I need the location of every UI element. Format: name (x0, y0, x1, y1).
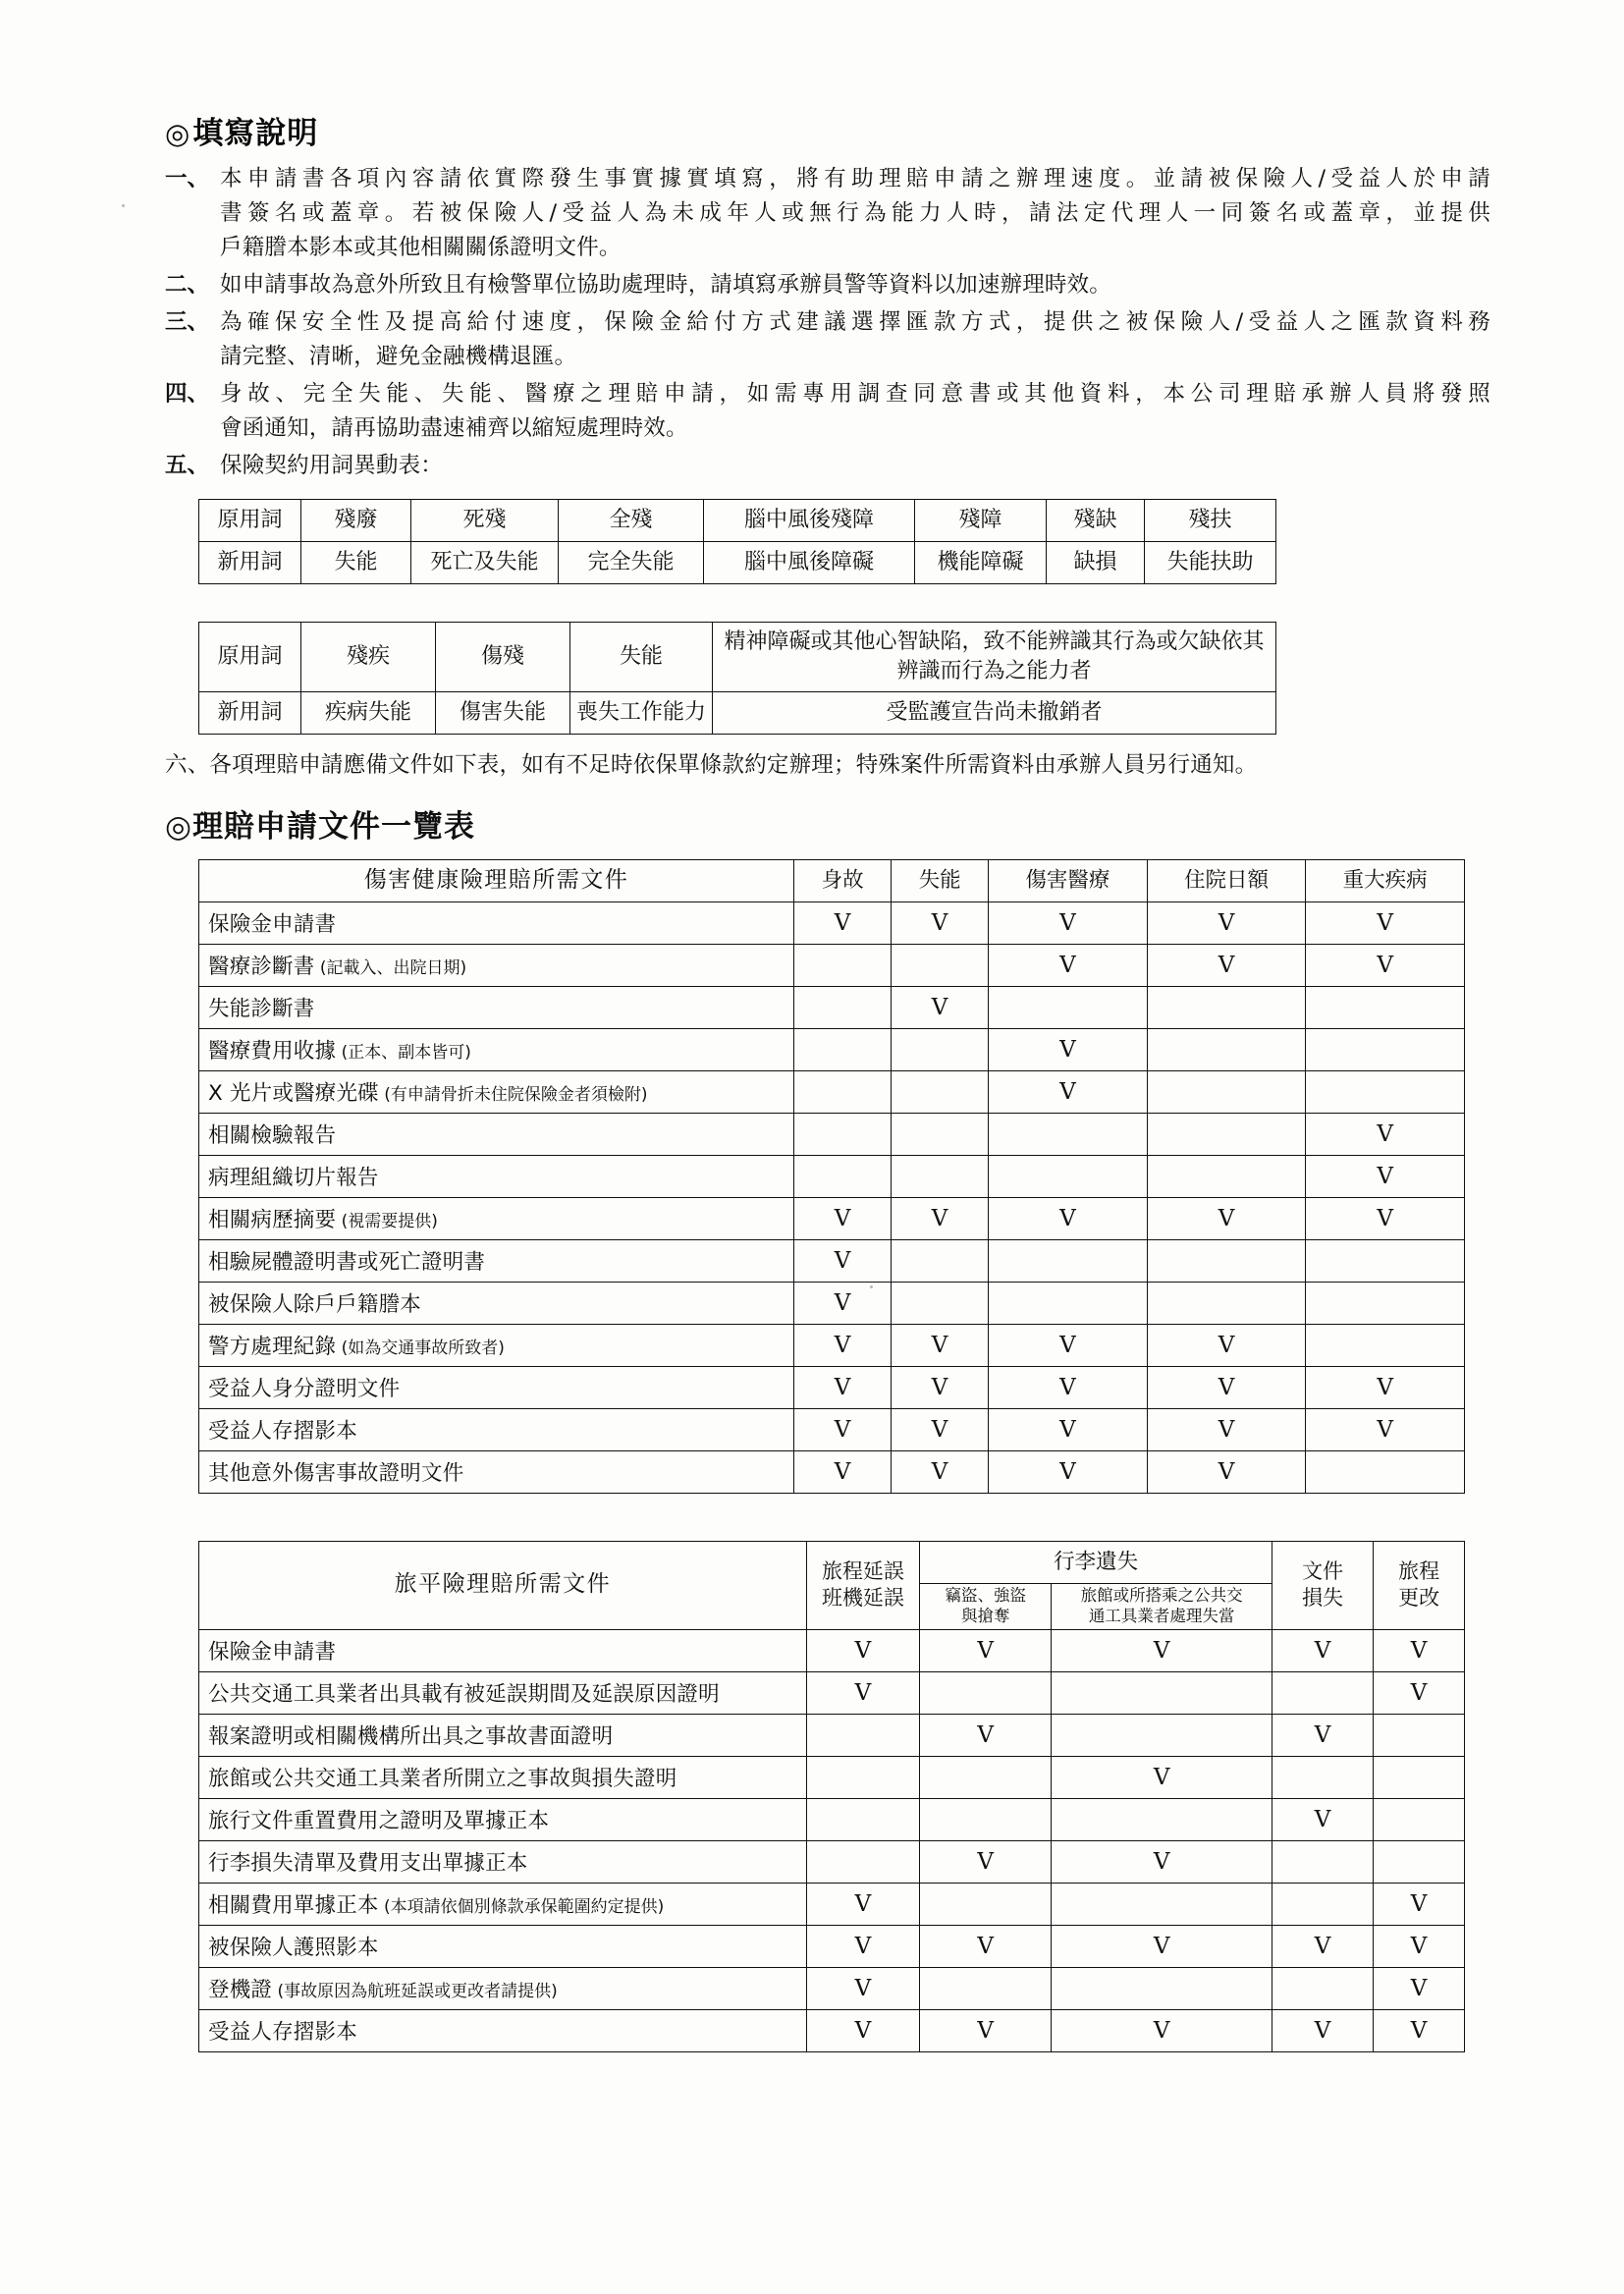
health-table-body (199, 901, 1465, 1493)
document-content (165, 116, 1490, 2052)
row-label-new: 新用詞 (199, 691, 301, 734)
column-header-theft-robbery-text: 竊盜、強盜 與搶奪 (945, 1585, 1026, 1625)
checkmark-cell: V (1147, 1324, 1306, 1366)
terminology-change-table-2 (198, 622, 1276, 734)
table-row (199, 1070, 1465, 1113)
document-name-note: (有申請骨折未住院保險金者須檢附) (378, 1085, 648, 1106)
empty-cell (806, 1756, 919, 1798)
column-header-document-loss-text: 文件 損失 (1302, 1558, 1344, 1611)
checkmark-cell: V (1052, 2009, 1272, 2051)
table-row (199, 1324, 1465, 1366)
instructions-list (165, 162, 1490, 483)
column-header-baggage-loss-group: 行李遺失 (920, 1541, 1272, 1583)
checkmark-cell: V (892, 986, 989, 1028)
new-term: 機能障礙 (915, 542, 1047, 584)
table-row (199, 691, 1276, 734)
checkmark-cell: V (794, 901, 892, 944)
travel-table-body (199, 1629, 1465, 2051)
empty-cell (1147, 1028, 1306, 1070)
checkmark-cell: V (806, 1629, 919, 1671)
empty-cell (1147, 1070, 1306, 1113)
empty-cell (920, 1756, 1052, 1798)
empty-cell (794, 1028, 892, 1070)
checkmark-cell: V (920, 1925, 1052, 1967)
table-row (199, 500, 1276, 542)
empty-cell (1306, 1450, 1465, 1493)
checkmark-cell: V (794, 1324, 892, 1366)
instruction-line: 如申請事故為意外所致且有檢警單位協助處理時，請填寫承辦員警等資料以加速辦理時效。 (220, 272, 1112, 299)
instruction-item-2 (165, 268, 1490, 302)
checkmark-cell: V (1306, 1408, 1465, 1450)
fill-instructions-heading (165, 116, 1490, 152)
document-name-note: (記載入、出院日期) (314, 958, 467, 979)
instruction-line: 保險契約用詞異動表： (220, 453, 444, 479)
table-row (199, 1239, 1465, 1282)
document-name-cell: 保險金申請書 (199, 901, 794, 944)
checkmark-cell: V (920, 1629, 1052, 1671)
empty-cell (1147, 986, 1306, 1028)
document-name-cell: 旅行文件重置費用之證明及單據正本 (199, 1798, 807, 1840)
table-header-row-top (199, 1541, 1465, 1583)
table-row (199, 901, 1465, 944)
checkmark-cell: V (794, 1366, 892, 1408)
checkmark-cell: V (1272, 1925, 1374, 1967)
checkmark-cell: V (1147, 944, 1306, 986)
checkmark-cell: V (1052, 1925, 1272, 1967)
checkmark-cell: V (1052, 1629, 1272, 1671)
empty-cell (1052, 1714, 1272, 1756)
checkmark-cell: V (1272, 1798, 1374, 1840)
instruction-number: 五、 (165, 453, 210, 479)
column-header-hospital-daily: 住院日額 (1147, 859, 1306, 901)
empty-cell (1306, 1282, 1465, 1324)
checkmark-cell: V (794, 1282, 892, 1324)
old-term: 腦中風後殘障 (704, 500, 915, 542)
health-accident-documents-table (198, 859, 1465, 1494)
checkmark-cell: V (892, 1408, 989, 1450)
empty-cell (989, 1113, 1148, 1155)
empty-cell (989, 986, 1148, 1028)
empty-cell (1052, 1967, 1272, 2009)
checkmark-cell: V (794, 1197, 892, 1239)
column-header-itinerary-change-text: 旅程 更改 (1398, 1558, 1440, 1611)
checkmark-cell: V (806, 1925, 919, 1967)
document-name-cell: 其他意外傷害事故證明文件 (199, 1450, 794, 1493)
claim-documents-heading (165, 801, 1490, 846)
table-row (199, 1798, 1465, 1840)
table-row (199, 1155, 1465, 1197)
document-name-cell: 失能診斷書 (199, 986, 794, 1028)
table-row (199, 1366, 1465, 1408)
instruction-text (220, 162, 1490, 265)
checkmark-cell: V (1147, 1450, 1306, 1493)
empty-cell (1374, 1840, 1465, 1883)
old-term: 殘疾 (301, 623, 436, 691)
old-term: 失能 (570, 623, 713, 691)
document-name-cell: 相關檢驗報告 (199, 1113, 794, 1155)
row-label-old: 原用詞 (199, 500, 301, 542)
old-term: 殘缺 (1047, 500, 1145, 542)
table-gap (165, 584, 1490, 606)
checkmark-cell: V (1272, 2009, 1374, 2051)
empty-cell (989, 1282, 1148, 1324)
column-header-carrier-mishandling-text: 旅館或所搭乘之公共交 通工具業者處理失當 (1080, 1585, 1243, 1625)
checkmark-cell: V (1272, 1714, 1374, 1756)
empty-cell (892, 1239, 989, 1282)
empty-cell (806, 1798, 919, 1840)
table-row (199, 1113, 1465, 1155)
checkmark-cell: V (1306, 1113, 1465, 1155)
table-row (199, 1925, 1465, 1967)
table-row (199, 1028, 1465, 1070)
checkmark-cell: V (1272, 1629, 1374, 1671)
old-term: 傷殘 (436, 623, 570, 691)
empty-cell (1374, 1756, 1465, 1798)
instruction-number: 二、 (165, 272, 210, 299)
checkmark-cell: V (1147, 1366, 1306, 1408)
old-term: 殘障 (915, 500, 1047, 542)
column-header-theft-robbery (920, 1583, 1052, 1629)
checkmark-cell: V (989, 1028, 1148, 1070)
checkmark-cell: V (989, 1324, 1148, 1366)
column-header-death: 身故 (794, 859, 892, 901)
empty-cell (1306, 1239, 1465, 1282)
checkmark-cell: V (1306, 1197, 1465, 1239)
table-row (199, 1408, 1465, 1450)
document-name-cell: 醫療診斷書 (記載入、出院日期) (199, 944, 794, 986)
instruction-text (220, 377, 1490, 446)
checkmark-cell: V (1374, 1883, 1465, 1925)
instruction-item-4 (165, 377, 1490, 446)
claim-documents-heading-text: 理賠申請文件一覽表 (192, 808, 476, 845)
empty-cell (1272, 1756, 1374, 1798)
table-row (199, 1282, 1465, 1324)
new-term-long: 受監護宣告尚未撤銷者 (713, 691, 1276, 734)
table-row (199, 1197, 1465, 1239)
empty-cell (1374, 1798, 1465, 1840)
empty-cell (794, 1155, 892, 1197)
table-row (199, 986, 1465, 1028)
document-name-note: (本項請依個別條款承保範圍約定提供) (378, 1897, 665, 1918)
checkmark-cell: V (1147, 1197, 1306, 1239)
column-header-itinerary-change (1374, 1541, 1465, 1629)
document-name-cell: 病理組織切片報告 (199, 1155, 794, 1197)
empty-cell (1272, 1967, 1374, 2009)
empty-cell (1052, 1798, 1272, 1840)
document-name-note: (正本、副本皆可) (336, 1043, 471, 1064)
instruction-item-6: 六、各項理賠申請應備文件如下表，如有不足時依保單條款約定辦理；特殊案件所需資料由承辦人員另行通知。 (165, 751, 1258, 778)
old-term-long: 精神障礙或其他心智缺陷，致不能辨識其行為或欠缺依其辨識而行為之能力者 (713, 623, 1276, 691)
empty-cell (806, 1840, 919, 1883)
empty-cell (1306, 1324, 1465, 1366)
document-name-cell: 相驗屍體證明書或死亡證明書 (199, 1239, 794, 1282)
checkmark-cell: V (989, 1408, 1148, 1450)
ring-bullet-icon: ◎ (165, 808, 193, 845)
document-name-cell: 受益人存摺影本 (199, 2009, 807, 2051)
scan-speck (122, 204, 125, 207)
document-name-cell: 醫療費用收據 (正本、副本皆可) (199, 1028, 794, 1070)
checkmark-cell: V (989, 1197, 1148, 1239)
empty-cell (1147, 1155, 1306, 1197)
empty-cell (920, 1671, 1052, 1714)
column-header-critical-illness: 重大疾病 (1306, 859, 1465, 901)
fill-instructions-heading-text: 填寫說明 (192, 116, 319, 151)
empty-cell (892, 1028, 989, 1070)
new-term: 腦中風後障礙 (704, 542, 915, 584)
instruction-line: 戶籍謄本影本或其他相關關係證明文件。 (220, 235, 622, 261)
table-row (199, 1671, 1465, 1714)
checkmark-cell: V (892, 1324, 989, 1366)
checkmark-cell: V (920, 2009, 1052, 2051)
document-name-cell: 被保險人除戶戶籍謄本 (199, 1282, 794, 1324)
column-header-document-name: 傷害健康險理賠所需文件 (199, 859, 794, 901)
column-header-accident-medical: 傷害醫療 (989, 859, 1148, 901)
empty-cell (794, 944, 892, 986)
checkmark-cell: V (806, 1967, 919, 2009)
document-name-cell: 行李損失清單及費用支出單據正本 (199, 1840, 807, 1883)
checkmark-cell: V (920, 1840, 1052, 1883)
empty-cell (892, 1155, 989, 1197)
document-name-note: (事故原因為航班延誤或更改者請提供) (272, 1982, 558, 2002)
checkmark-cell: V (1374, 1671, 1465, 1714)
empty-cell (1272, 1840, 1374, 1883)
document-name-note: (如為交通事故所致者) (336, 1338, 505, 1359)
checkmark-cell: V (1374, 1967, 1465, 2009)
document-name-cell: 登機證 (事故原因為航班延誤或更改者請提供) (199, 1967, 807, 2009)
table-row (199, 542, 1276, 584)
instruction-line: 請完整、清晰，避免金融機構退匯。 (220, 344, 577, 370)
terminology-change-table-1 (198, 499, 1276, 584)
checkmark-cell: V (1306, 944, 1465, 986)
new-term: 失能 (301, 542, 411, 584)
checkmark-cell: V (989, 1450, 1148, 1493)
table-gap (165, 1494, 1490, 1527)
document-name-cell: 警方處理紀錄 (如為交通事故所致者) (199, 1324, 794, 1366)
checkmark-cell: V (920, 1714, 1052, 1756)
instruction-number: 三、 (165, 309, 210, 336)
empty-cell (794, 1070, 892, 1113)
checkmark-cell: V (989, 901, 1148, 944)
checkmark-cell: V (806, 1883, 919, 1925)
empty-cell (892, 1282, 989, 1324)
table-row (199, 1450, 1465, 1493)
document-name-cell: 相關費用單據正本 (本項請依個別條款承保範圍約定提供) (199, 1883, 807, 1925)
checkmark-cell: V (989, 1366, 1148, 1408)
empty-cell (794, 986, 892, 1028)
table-row (199, 1756, 1465, 1798)
empty-cell (920, 1798, 1052, 1840)
instruction-line: 本申請書各項內容請依實際發生事實據實填寫，將有助理賠申請之辦理速度。並請被保險人/受益人於申請 (220, 166, 1490, 192)
checkmark-cell: V (989, 1070, 1148, 1113)
travel-insurance-documents-table (198, 1541, 1465, 2052)
instruction-text (220, 449, 1490, 483)
document-name-cell: 被保險人護照影本 (199, 1925, 807, 1967)
document-name-cell: X 光片或醫療光碟 (有申請骨折未住院保險金者須檢附) (199, 1070, 794, 1113)
document-name-cell: 受益人身分證明文件 (199, 1366, 794, 1408)
table-row (199, 2009, 1465, 2051)
column-header-disability: 失能 (892, 859, 989, 901)
row-label-old: 原用詞 (199, 623, 301, 691)
empty-cell (920, 1883, 1052, 1925)
checkmark-cell: V (1052, 1840, 1272, 1883)
empty-cell (1272, 1883, 1374, 1925)
checkmark-cell: V (794, 1239, 892, 1282)
empty-cell (1306, 986, 1465, 1028)
old-term: 殘廢 (301, 500, 411, 542)
table-row (199, 1840, 1465, 1883)
checkmark-cell: V (1306, 1155, 1465, 1197)
empty-cell (989, 1239, 1148, 1282)
instruction-line: 書簽名或蓋章。若被保險人/受益人為未成年人或無行為能力人時，請法定代理人一同簽名或蓋章，並提供 (220, 200, 1490, 227)
column-header-trip-delay-text: 旅程延誤 班機延誤 (821, 1558, 904, 1611)
row-label-new: 新用詞 (199, 542, 301, 584)
instruction-text (220, 268, 1490, 302)
new-term: 傷害失能 (436, 691, 570, 734)
checkmark-cell: V (892, 1366, 989, 1408)
old-term: 全殘 (559, 500, 704, 542)
empty-cell (892, 1113, 989, 1155)
document-name-cell: 旅館或公共交通工具業者所開立之事故與損失證明 (199, 1756, 807, 1798)
column-header-trip-delay (806, 1541, 919, 1629)
instruction-line: 身故、完全失能、失能、醫療之理賠申請，如需專用調查同意書或其他資料，本公司理賠承辦人員將發照 (220, 381, 1490, 408)
checkmark-cell: V (1374, 1925, 1465, 1967)
checkmark-cell: V (794, 1450, 892, 1493)
new-term: 疾病失能 (301, 691, 436, 734)
empty-cell (1052, 1883, 1272, 1925)
instruction-item-3 (165, 305, 1490, 374)
empty-cell (1374, 1714, 1465, 1756)
checkmark-cell: V (892, 1197, 989, 1239)
empty-cell (806, 1714, 919, 1756)
empty-cell (920, 1967, 1052, 2009)
document-name-cell: 保險金申請書 (199, 1629, 807, 1671)
checkmark-cell: V (892, 1450, 989, 1493)
table-row (199, 1967, 1465, 2009)
column-header-carrier-mishandling (1052, 1583, 1272, 1629)
checkmark-cell: V (989, 944, 1148, 986)
new-term: 完全失能 (559, 542, 704, 584)
empty-cell (892, 944, 989, 986)
empty-cell (1147, 1282, 1306, 1324)
document-name-cell: 受益人存摺影本 (199, 1408, 794, 1450)
instruction-item-5 (165, 449, 1490, 483)
old-term: 殘扶 (1145, 500, 1276, 542)
table-row (199, 1629, 1465, 1671)
instruction-line: 會函通知，請再協助盡速補齊以縮短處理時效。 (220, 415, 688, 442)
old-term: 死殘 (411, 500, 559, 542)
document-name-cell: 報案證明或相關機構所出具之事故書面證明 (199, 1714, 807, 1756)
empty-cell (1052, 1671, 1272, 1714)
column-header-document-name: 旅平險理賠所需文件 (199, 1541, 807, 1629)
checkmark-cell: V (1147, 901, 1306, 944)
table-header-row (199, 859, 1465, 901)
empty-cell (989, 1155, 1148, 1197)
document-name-note: (視需要提供) (336, 1212, 438, 1232)
checkmark-cell: V (892, 901, 989, 944)
checkmark-cell: V (1306, 1366, 1465, 1408)
checkmark-cell: V (1374, 1629, 1465, 1671)
document-name-cell: 公共交通工具業者出具載有被延誤期間及延誤原因證明 (199, 1671, 807, 1714)
empty-cell (794, 1113, 892, 1155)
new-term: 喪失工作能力 (570, 691, 713, 734)
table-row (199, 944, 1465, 986)
empty-cell (1306, 1028, 1465, 1070)
instruction-number: 一、 (165, 166, 210, 192)
checkmark-cell: V (1374, 2009, 1465, 2051)
column-header-document-loss (1272, 1541, 1374, 1629)
instruction-line: 為確保安全性及提高給付速度，保險金給付方式建議選擇匯款方式，提供之被保險人/受益人之匯款資料務 (220, 309, 1490, 336)
empty-cell (1147, 1113, 1306, 1155)
empty-cell (1306, 1070, 1465, 1113)
table-row (199, 623, 1276, 691)
instruction-item-1 (165, 162, 1490, 265)
checkmark-cell: V (1306, 901, 1465, 944)
table-row (199, 1714, 1465, 1756)
ring-bullet-icon: ◎ (165, 117, 191, 150)
document-name-cell: 相關病歷摘要 (視需要提供) (199, 1197, 794, 1239)
new-term: 死亡及失能 (411, 542, 559, 584)
checkmark-cell: V (1052, 1756, 1272, 1798)
instruction-number: 四、 (165, 381, 210, 408)
new-term: 缺損 (1047, 542, 1145, 584)
checkmark-cell: V (1147, 1408, 1306, 1450)
new-term: 失能扶助 (1145, 542, 1276, 584)
checkmark-cell: V (794, 1408, 892, 1450)
checkmark-cell: V (806, 2009, 919, 2051)
table-row (199, 1883, 1465, 1925)
empty-cell (1147, 1239, 1306, 1282)
instruction-text (220, 305, 1490, 374)
empty-cell (892, 1070, 989, 1113)
empty-cell (1272, 1671, 1374, 1714)
checkmark-cell: V (806, 1671, 919, 1714)
